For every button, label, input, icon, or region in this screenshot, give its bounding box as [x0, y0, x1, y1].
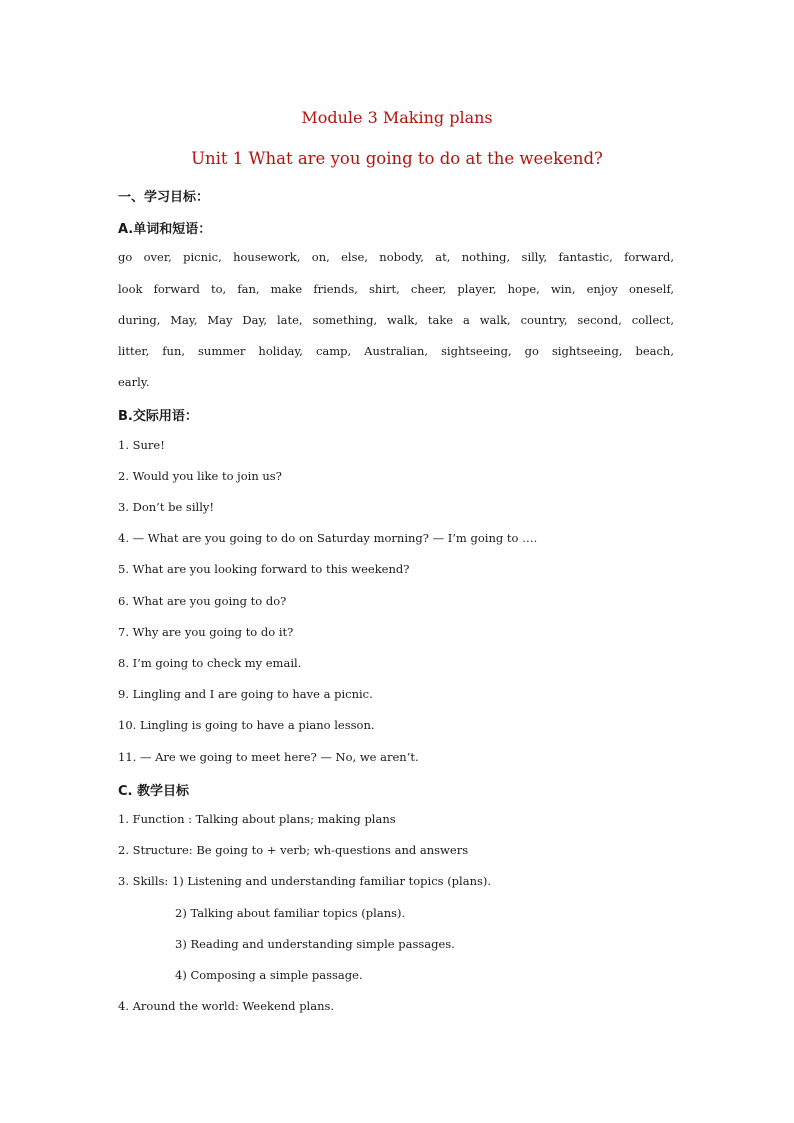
goal-item: 4. Around the world: Weekend plans. — [118, 999, 335, 1013]
expression-item: 1. Sure! — [118, 438, 165, 452]
goal-subitem: 3) Reading and understanding simple passages. — [175, 937, 455, 951]
goal-item: 1. Function : Talking about plans; making plans — [118, 812, 396, 826]
vocabulary-line: early. — [118, 375, 150, 389]
section-heading-teaching-goals: C. 教学目标 — [118, 784, 190, 799]
goal-item: 3. Skills: 1) Listening and understanding familiar topics (plans). — [118, 874, 492, 888]
expression-item: 10. Lingling is going to have a piano lesson. — [118, 718, 375, 732]
vocabulary-line: go over, picnic, housework, on, else, nobody, at, nothing, silly, fantastic, forward, — [118, 250, 674, 264]
vocabulary-line: during, May, May Day, late, something, walk, take a walk, country, second, collect, — [118, 313, 674, 327]
vocabulary-line: look forward to, fan, make friends, shirt, cheer, player, hope, win, enjoy oneself, — [118, 282, 674, 296]
unit-subtitle: Unit 1 What are you going to do at the weekend? — [191, 149, 603, 168]
goal-subitem: 4) Composing a simple passage. — [175, 968, 363, 982]
section-heading-vocabulary: A.单词和短语： — [118, 222, 212, 237]
goal-subitem: 2) Talking about familiar topics (plans). — [175, 906, 406, 920]
goal-item: 2. Structure: Be going to + verb; wh-questions and answers — [118, 843, 469, 857]
expression-item: 9. Lingling and I are going to have a picnic. — [118, 687, 373, 701]
expression-item: 2. Would you like to join us? — [118, 469, 282, 483]
expression-item: 8. I’m going to check my email. — [118, 656, 302, 670]
expression-item: 4. — What are you going to do on Saturday morning? — I’m going to …. — [118, 531, 538, 545]
page-title: Module 3 Making plans — [301, 108, 493, 127]
section-heading-objectives: 一、学习目标： — [118, 190, 210, 205]
expression-item: 6. What are you going to do? — [118, 594, 287, 608]
section-heading-expressions: B.交际用语： — [118, 409, 198, 424]
expression-item: 11. — Are we going to meet here? — No, we aren’t. — [118, 750, 419, 764]
expression-item: 3. Don’t be silly! — [118, 500, 214, 514]
vocabulary-line: litter, fun, summer holiday, camp, Australian, sightseeing, go sightseeing, beach, — [118, 344, 674, 358]
expression-item: 7. Why are you going to do it? — [118, 625, 294, 639]
expression-item: 5. What are you looking forward to this weekend? — [118, 562, 410, 576]
